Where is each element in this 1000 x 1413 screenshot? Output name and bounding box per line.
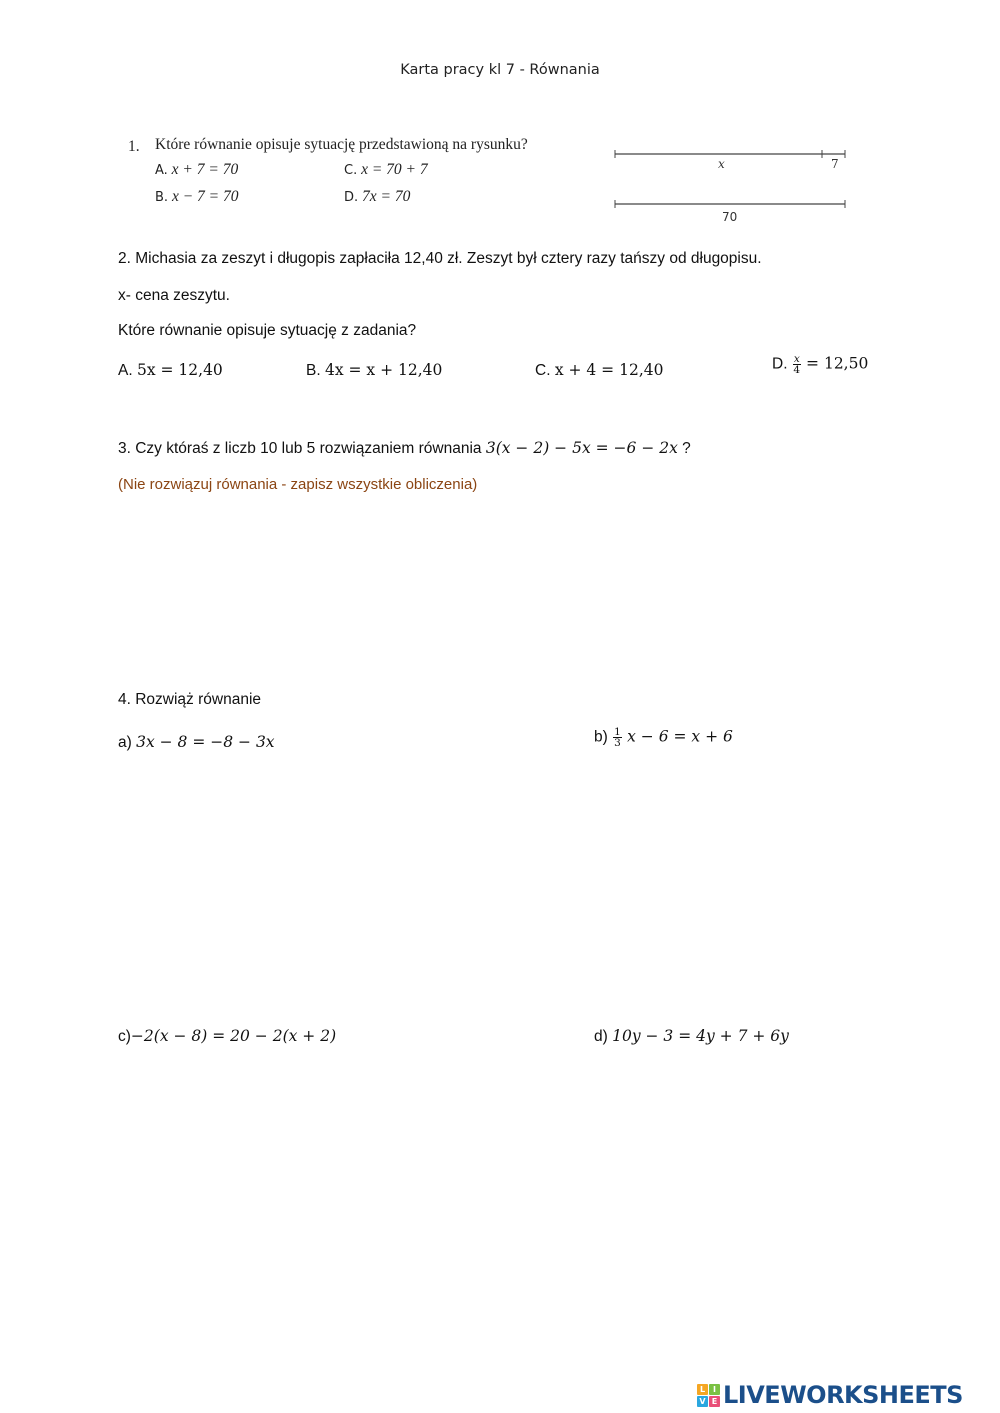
question-1-text: Które równanie opisuje sytuację przedstawioną na rysunku?: [155, 136, 528, 153]
q2-option-d-label: D.: [772, 355, 788, 373]
diagram-label-70: 70: [722, 210, 738, 224]
q2-option-d-equation-rest: = 12,50: [806, 354, 869, 373]
question-2-question: Które równanie opisuje sytuację z zadania?: [118, 322, 417, 339]
q1-option-a[interactable]: [155, 161, 238, 179]
q4-item-b-equation-rest: x − 6 = x + 6: [627, 727, 733, 746]
question-4-title: 4. Rozwiąż równanie: [118, 691, 262, 708]
q2-option-a-equation: 5x = 12,40: [136, 361, 223, 379]
logo-letter-e: E: [709, 1396, 720, 1407]
q1-option-b-equation: x − 7 = 70: [171, 188, 239, 205]
q2-option-b[interactable]: [306, 361, 442, 380]
q1-option-d[interactable]: [344, 188, 410, 206]
q4-item-d-label: d): [594, 1028, 608, 1045]
diagram-label-7: 7: [831, 157, 839, 171]
q4-item-d: [594, 1027, 789, 1046]
q4-item-c-equation: −2(x − 8) = 20 − 2(x + 2): [130, 1027, 337, 1045]
q2-option-c-label: C.: [535, 362, 551, 379]
question-3-note: (Nie rozwiązuj równania - zapisz wszystkie obliczenia): [118, 476, 478, 493]
q1-option-b[interactable]: [155, 188, 239, 206]
question-2-text: 2. Michasia za zeszyt i długopis zapłaciła 12,40 zł. Zeszyt był cztery razy tańszy od długopisu.: [118, 250, 762, 267]
logo-mark-icon: [697, 1384, 720, 1407]
logo-letter-i: I: [709, 1384, 720, 1395]
q4-item-d-equation: 10y − 3 = 4y + 7 + 6y: [612, 1027, 789, 1045]
q1-option-c-label: C.: [344, 163, 358, 178]
q4-item-a: [118, 733, 275, 752]
q4-item-b-label: b): [594, 728, 608, 746]
q2-option-c-equation: x + 4 = 12,40: [554, 361, 664, 379]
question-2-variable: x- cena zeszytu.: [118, 287, 230, 304]
q4-item-a-equation: 3x − 8 = −8 − 3x: [136, 733, 275, 751]
question-3-qmark: ?: [682, 440, 691, 457]
q2-option-a-label: A.: [118, 362, 133, 379]
q2-option-a[interactable]: [118, 361, 223, 380]
logo-letter-v: V: [697, 1396, 708, 1407]
diagram-label-x: x: [718, 157, 725, 171]
q2-option-d[interactable]: [772, 354, 868, 375]
q1-option-c[interactable]: [344, 161, 428, 179]
q1-option-c-equation: x = 70 + 7: [361, 161, 428, 178]
q1-option-b-label: B.: [155, 190, 169, 205]
q2-option-b-label: B.: [306, 362, 321, 379]
q1-option-d-equation: 7x = 70: [362, 188, 411, 205]
q2-option-d-numerator: x: [793, 353, 800, 365]
question-3-text: [118, 439, 691, 458]
q2-option-b-equation: 4x = x + 12,40: [324, 361, 443, 379]
question-3-equation: 3(x − 2) − 5x = −6 − 2x: [485, 439, 678, 457]
logo-text: LIVEWORKSHEETS: [723, 1381, 963, 1409]
q2-option-c[interactable]: [535, 361, 663, 380]
q2-option-d-fraction: [793, 354, 801, 375]
page-title: Karta pracy kl 7 - Równania: [400, 62, 600, 78]
logo-letter-l: L: [697, 1384, 708, 1395]
q1-option-d-label: D.: [344, 190, 359, 205]
question-3-prompt: 3. Czy któraś z liczb 10 lub 5 rozwiązaniem równania: [118, 440, 482, 457]
q4-item-c-label: c): [118, 1028, 131, 1045]
q2-option-d-denominator: 4: [793, 364, 801, 376]
segment-diagram: [610, 145, 855, 230]
q4-item-b-denominator: 3: [614, 737, 621, 749]
liveworksheets-logo[interactable]: [697, 1380, 963, 1410]
q4-item-b: [594, 727, 733, 748]
q4-item-b-fraction: [613, 727, 622, 748]
q1-option-a-equation: x + 7 = 70: [171, 161, 239, 178]
question-1-number: 1.: [128, 138, 140, 155]
q4-item-b-numerator: 1: [614, 726, 621, 738]
q4-item-c: [118, 1027, 336, 1046]
q4-item-a-label: a): [118, 734, 132, 751]
q1-option-a-label: A.: [155, 163, 168, 178]
